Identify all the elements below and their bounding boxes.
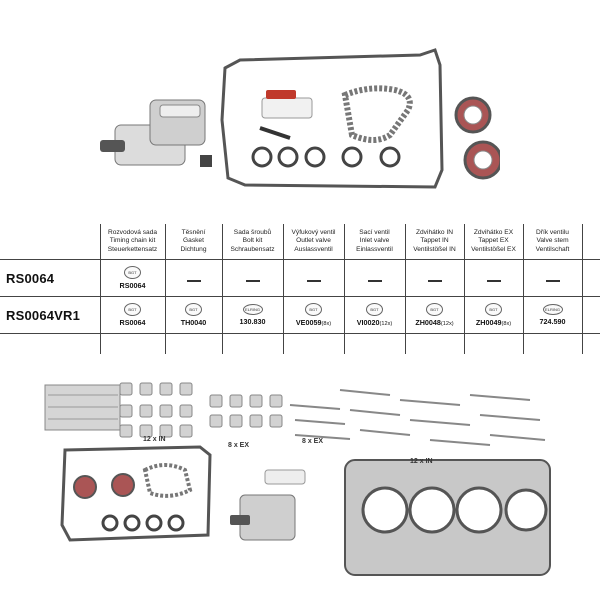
table-cell	[464, 260, 523, 297]
not-included-dash-icon	[428, 280, 442, 282]
header-chain: Rozvodová sada Timing chain kit Steuerkettensatz	[100, 224, 165, 260]
table-cell	[523, 260, 582, 297]
timing-chain-kit-photo	[90, 40, 500, 195]
timing-chain-illustration	[345, 88, 410, 140]
tappets-in-label: 12 x IN	[143, 436, 166, 443]
table-cell	[222, 260, 283, 297]
brand-logo-icon: ELRING	[243, 304, 263, 315]
valves-in-label: 12 x IN	[410, 458, 433, 465]
table-row	[0, 260, 600, 297]
part-number: VE0059(8x)	[295, 318, 332, 327]
table-cell	[464, 297, 523, 334]
table-cell	[222, 297, 283, 334]
kit-contents-table	[0, 224, 600, 354]
brand-logo-icon: BGT	[185, 303, 202, 316]
brand-logo-icon: BGT	[124, 303, 141, 316]
not-included-dash-icon	[368, 280, 382, 282]
brand-logo-icon: BGT	[124, 266, 141, 279]
table-cell	[283, 260, 344, 297]
valve-stem-seals-illustration	[45, 385, 120, 430]
table-empty-row	[0, 334, 600, 355]
brand-logo-icon: BGT	[485, 303, 502, 316]
tappets-illustration	[120, 383, 282, 437]
not-included-dash-icon	[246, 280, 260, 282]
table-cell	[582, 297, 600, 334]
brand-logo-icon: ELRING	[543, 304, 563, 315]
table-cell	[165, 260, 222, 297]
table-cell	[582, 260, 600, 297]
part-number: 724.590	[539, 317, 566, 326]
valve-cover-gasket-illustration	[62, 447, 210, 540]
not-included-dash-icon	[187, 280, 201, 282]
header-gasket: Těsnění Gasket Dichtung	[165, 224, 222, 260]
valve-cover-gasket-illustration	[222, 50, 442, 187]
part-number: ZH0048(12x)	[415, 318, 454, 327]
header-spare	[582, 224, 600, 260]
header-valve-stem: Dřík ventilu Valve stem Ventilschaft	[523, 224, 582, 260]
header-intake-valve: Sací ventil Inlet valve Einlassventil	[344, 224, 405, 260]
full-repair-kit-photo	[40, 375, 560, 580]
chain-tensioner-illustration	[230, 470, 305, 540]
kit-code: RS0064VR1	[0, 297, 100, 334]
not-included-dash-icon	[546, 280, 560, 282]
header-tappet-in: Zdvihátko IN Tappet IN Ventilstößel IN	[405, 224, 464, 260]
header-bolt: Sada šroubů Bolt kit Schraubensatz	[222, 224, 283, 260]
table-cell	[165, 297, 222, 334]
header-empty	[0, 224, 100, 260]
brand-logo-icon: BGT	[426, 303, 443, 316]
valves-ex-label: 8 x EX	[302, 438, 324, 445]
valves-illustration	[290, 390, 545, 445]
table-cell	[405, 297, 464, 334]
header-tappet-ex: Zdvihátko EX Tappet EX Ventilstößel EX	[464, 224, 523, 260]
chain-tensioner-illustration	[100, 100, 212, 167]
table-cell	[100, 260, 165, 297]
brand-logo-icon: BGT	[366, 303, 383, 316]
part-number: TH0040	[180, 318, 207, 327]
table-cell	[344, 297, 405, 334]
cylinder-head-gasket-illustration	[345, 460, 550, 575]
table-cell	[344, 260, 405, 297]
table-header-row	[0, 224, 600, 260]
not-included-dash-icon	[307, 280, 321, 282]
not-included-dash-icon	[487, 280, 501, 282]
kit-code: RS0064	[0, 260, 100, 297]
part-number: VI0020(12x)	[356, 318, 393, 327]
part-number: 130.830	[239, 317, 266, 326]
part-number: ZH0049(8x)	[475, 318, 512, 327]
table-cell	[405, 260, 464, 297]
part-number: RS0064	[119, 281, 146, 290]
part-number: RS0064	[119, 318, 146, 327]
brand-logo-icon: BGT	[305, 303, 322, 316]
tappets-ex-label: 8 x EX	[228, 442, 250, 449]
header-exhaust-valve: Výfukový ventil Outlet valve Auslassventil	[283, 224, 344, 260]
table-cell	[283, 297, 344, 334]
table-cell	[523, 297, 582, 334]
shaft-seals-illustration	[456, 98, 500, 178]
table-row	[0, 297, 600, 334]
table-cell	[100, 297, 165, 334]
